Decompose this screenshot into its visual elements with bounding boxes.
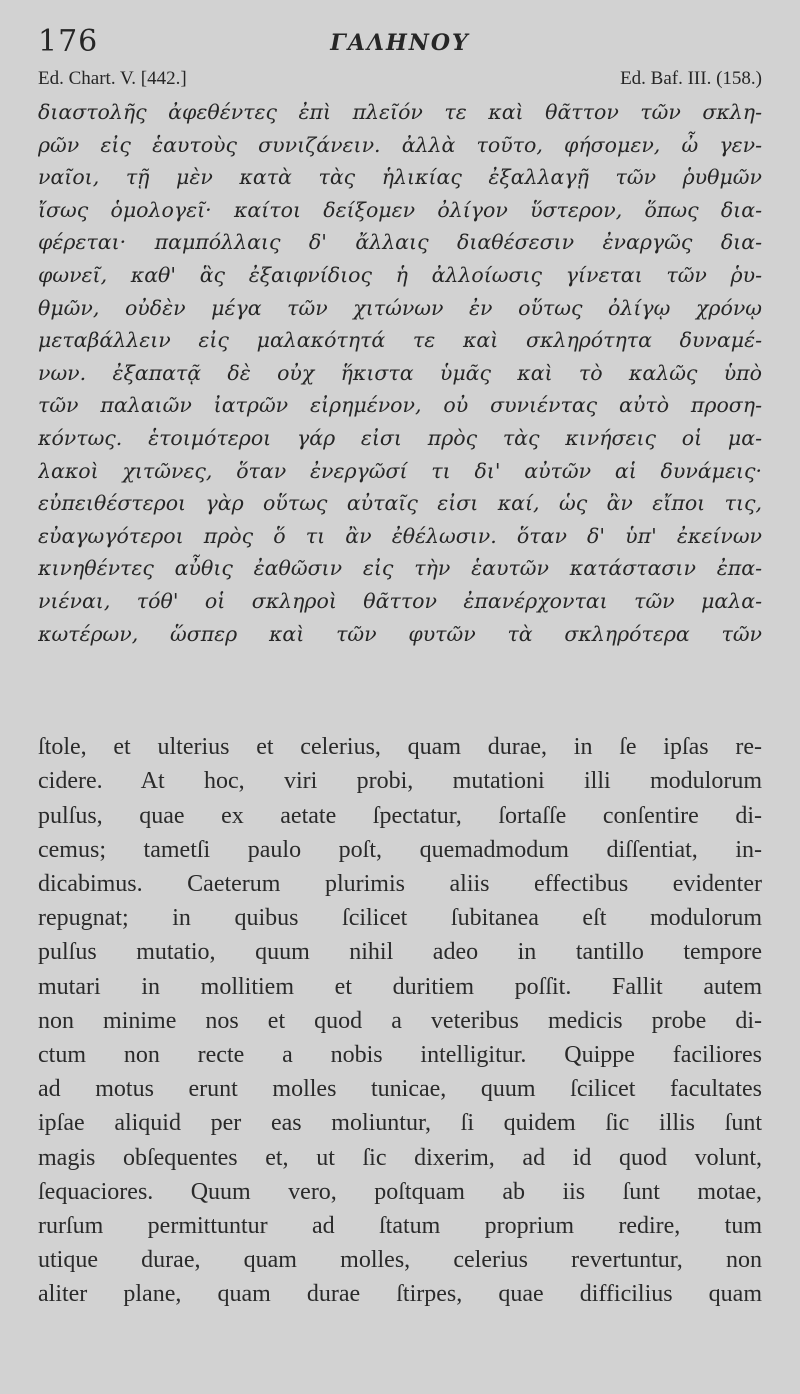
latin-text-line: magis obſequentes et, ut ſic dixerim, ad id quod volunt, [38,1144,762,1171]
page-header [38,22,762,64]
greek-text-line: κόντως. ἑτοιμότεροι γάρ εἰσι πρὸς τὰς κινήσεις οἱ μα- [38,425,762,450]
latin-text-line: non minime nos et quod a veteribus medicis probe di- [38,1007,762,1034]
greek-text-line: ναῖοι, τῇ μὲν κατὰ τὰς ἡλικίας ἐξαλλαγῇ τῶν ῥυθμῶν [38,165,762,190]
page-number: 176 [38,24,99,59]
edition-right: Ed. Baf. III. (158.) [620,68,762,89]
greek-text-line: θμῶν, οὐδὲν μέγα τῶν χιτώνων ἐν οὕτως ὀλίγῳ χρόνῳ [38,295,762,320]
latin-text-line: cidere. At hoc, viri probi, mutationi illi modulorum [38,768,762,795]
latin-text-line: rurſum permittuntur ad ſtatum proprium redire, tum [38,1212,762,1239]
greek-text-line: ἴσως ὁμολογεῖ· καίτοι δείξομεν ὀλίγον ὕστερον, ὅπως δια- [38,197,762,222]
latin-text-line: utique durae, quam molles, celerius revertuntur, non [38,1247,762,1274]
greek-text-line: φωνεῖ, καθ' ἃς ἐξαιφνίδιος ἡ ἀλλοίωσις γίνεται τῶν ῥυ- [38,262,762,287]
latin-text-line: repugnat; in quibus ſcilicet ſubitanea eſt modulorum [38,905,762,932]
latin-text-line: ad motus erunt molles tunicae, quum ſcilicet facultates [38,1076,762,1103]
section-gap [38,650,762,730]
running-head: ΓΑΛΗΝΟΥ [330,30,470,56]
greek-text-line: μεταβάλλειν εἰς μαλακότητά τε καὶ σκληρότητα δυναμέ- [38,328,762,353]
greek-text-line: εὐαγωγότεροι πρὸς ὅ τι ἂν ἐθέλωσιν. ὅταν δ' ὑπ' ἐκείνων [38,523,762,548]
latin-text-line: pulſus mutatio, quum nihil adeo in tantillo tempore [38,939,762,966]
greek-text-line: ρῶν εἰς ἑαυτοὺς συνιζάνειν. ἀλλὰ τοῦτο, φήσομεν, ὦ γεν- [38,132,762,157]
edition-references [38,64,762,94]
latin-text-line: ctum non recte a nobis intelligitur. Quippe faciliores [38,1041,762,1068]
latin-text-line: ſtole, et ulterius et celerius, quam durae, in ſe ipſas re- [38,734,762,761]
greek-text-line: τῶν παλαιῶν ἰατρῶν εἰρημένον, οὐ συνιέντας αὐτὸ προση- [38,393,762,418]
latin-text-block [38,730,762,1311]
greek-text-line: νων. ἐξαπατᾷ δὲ οὐχ ἥκιστα ὑμᾶς καὶ τὸ καλῶς ὑπὸ [38,360,762,385]
greek-text-line: κωτέρων, ὥσπερ καὶ τῶν φυτῶν τὰ σκληρότερα τῶν [38,621,762,646]
latin-text-line: ſequaciores. Quum vero, poſtquam ab iis ſunt motae, [38,1178,762,1205]
greek-text-line: κινηθέντες αὖθις ἐαθῶσιν εἰς τὴν ἑαυτῶν κατάστασιν ἐπα- [38,556,762,581]
greek-text-line: εὐπειθέστεροι γὰρ οὕτως αὐταῖς εἰσι καί, ὡς ἂν εἴποι τις, [38,491,762,516]
latin-text-line: pulſus, quae ex aetate ſpectatur, ſortaſſe conſentire di- [38,802,762,829]
greek-text-line: λακοὶ χιτῶνες, ὅταν ἐνεργῶσί τι δι' αὐτῶν αἱ δυνάμεις· [38,458,762,483]
edition-left: Ed. Chart. V. [442.] [38,68,187,89]
latin-text-line: ipſae aliquid per eas moliuntur, ſi quidem ſic illis ſunt [38,1110,762,1137]
latin-text-line: cemus; tametſi paulo poſt, quemadmodum diſſentiat, in- [38,836,762,863]
greek-text-line: νιέναι, τόθ' οἱ σκληροὶ θᾶττον ἐπανέρχονται τῶν μαλα- [38,588,762,613]
latin-text-line: dicabimus. Caeterum plurimis aliis effectibus evidenter [38,870,762,897]
greek-text-line: φέρεται· παμπόλλαις δ' ἄλλαις διαθέσεσιν ἐναργῶς δια- [38,230,762,255]
greek-text-line: διαστολῆς ἀφεθέντες ἐπὶ πλεῖόν τε καὶ θᾶττον τῶν σκλη- [38,100,762,124]
greek-text-block [38,96,762,650]
latin-text-line: mutari in mollitiem et duritiem poſſit. Fallit autem [38,973,762,1000]
latin-text-line: aliter plane, quam durae ſtirpes, quae difficilius quam [38,1281,762,1308]
